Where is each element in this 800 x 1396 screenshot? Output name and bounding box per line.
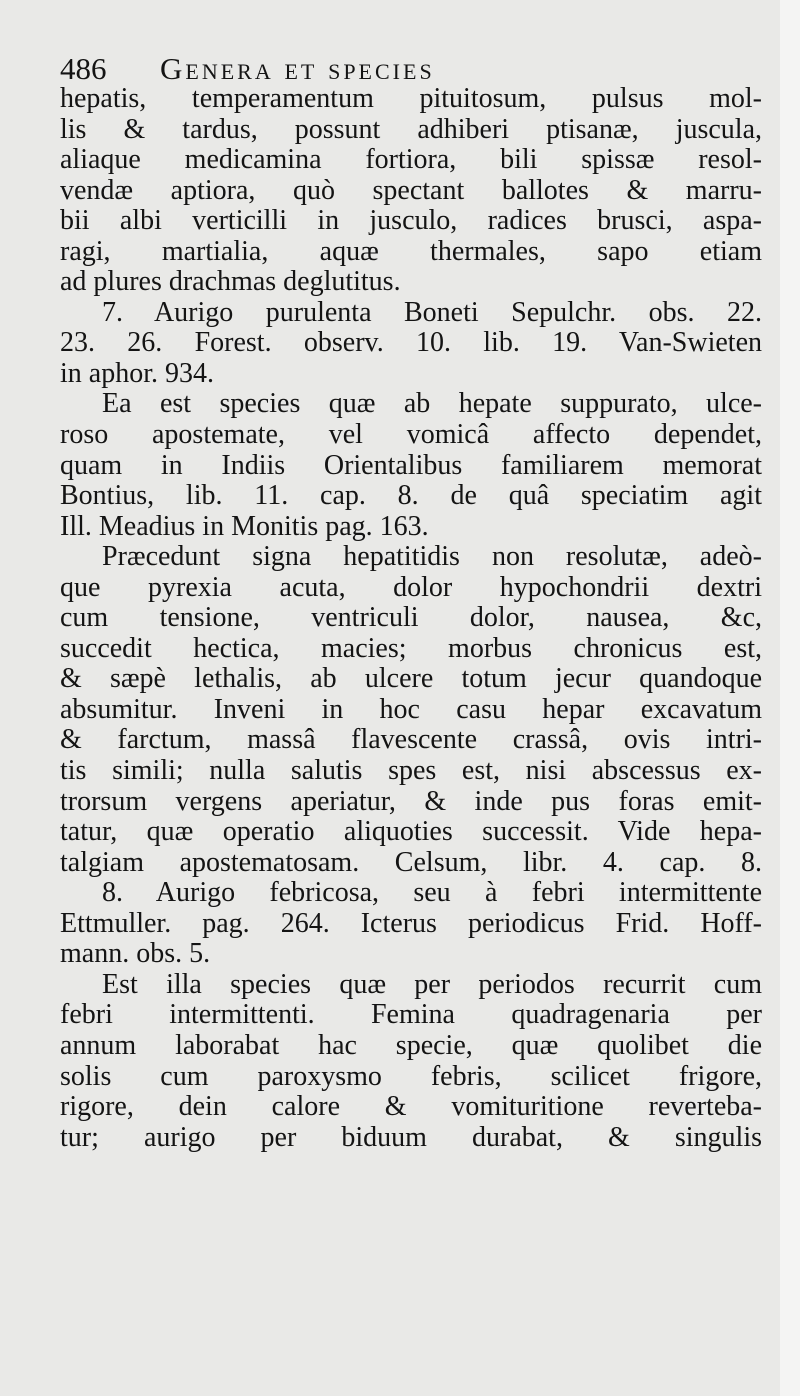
text-line: talgiam apostematosam. Celsum, libr. 4. cap. 8.: [60, 846, 762, 878]
running-title: Genera et species: [160, 51, 435, 86]
text-line: que pyrexia acuta, dolor hypochondrii dextri: [60, 571, 762, 603]
text-line: cum tensione, ventriculi dolor, nausea, &c,: [60, 602, 762, 634]
text-line: & farctum, massâ flavescente crassâ, ovis intri-: [60, 724, 762, 756]
page-margin: [780, 0, 800, 1396]
text-line: aliaque medicamina fortiora, bili spissæ resol-: [60, 144, 762, 176]
text-line: Ettmuller. pag. 264. Icterus periodicus Frid. Hoff-: [60, 907, 762, 939]
text-line: trorsum vergens aperiatur, & inde pus foras emit-: [60, 785, 762, 817]
body-text: [60, 84, 762, 1153]
text-line: 8. Aurigo febricosa, seu à febri intermittente: [102, 877, 762, 909]
text-line: Bontius, lib. 11. cap. 8. de quâ speciatim agit: [60, 480, 762, 512]
text-line: tur; aurigo per biduum durabat, & singulis: [60, 1121, 762, 1153]
text-line: febri intermittenti. Femina quadragenaria per: [60, 999, 762, 1031]
text-line: roso apostemate, vel vomicâ affecto dependet,: [60, 419, 762, 451]
text-line: annum laborabat hac specie, quæ quolibet die: [60, 1029, 762, 1061]
text-line: tatur, quæ operatio aliquoties successit. Vide hepa-: [60, 816, 762, 848]
text-line: Præcedunt signa hepatitidis non resolutæ, adeò-: [102, 541, 762, 573]
text-line: succedit hectica, macies; morbus chronicus est,: [60, 632, 762, 664]
text-line: ragi, martialia, aquæ thermales, sapo etiam: [60, 235, 762, 267]
text-line: bii albi verticilli in jusculo, radices brusci, aspa-: [60, 205, 762, 237]
page-number: 486: [60, 51, 107, 86]
text-line: mann. obs. 5.: [60, 938, 211, 970]
text-line: absumitur. Inveni in hoc casu hepar excavatum: [60, 693, 762, 725]
text-line: Ea est species quæ ab hepate suppurato, ulce-: [102, 388, 762, 420]
text-line: ad plures drachmas deglutitus.: [60, 266, 401, 298]
text-line: hepatis, temperamentum pituitosum, pulsus mol-: [60, 83, 762, 114]
text-line: Est illa species quæ per periodos recurrit cum: [102, 968, 762, 1000]
text-line: tis simili; nulla salutis spes est, nisi abscessus ex-: [60, 755, 762, 787]
text-line: rigore, dein calore & vomituritione reverteba-: [60, 1091, 762, 1123]
text-line: solis cum paroxysmo febris, scilicet frigore,: [60, 1060, 762, 1092]
text-line: & sæpè lethalis, ab ulcere totum jecur quandoque: [60, 663, 762, 695]
text-line: Ill. Meadius in Monitis pag. 163.: [60, 510, 429, 542]
text-line: 23. 26. Forest. observ. 10. lib. 19. Van-Swieten: [60, 327, 762, 359]
text-line: 7. Aurigo purulenta Boneti Sepulchr. obs. 22.: [102, 296, 762, 328]
text-line: in aphor. 934.: [60, 357, 214, 389]
text-line: quam in Indiis Orientalibus familiarem memorat: [60, 449, 762, 481]
text-line: lis & tardus, possunt adhiberi ptisanæ, juscula,: [60, 113, 762, 145]
text-line: vendæ aptiora, quò spectant ballotes & marru-: [60, 174, 762, 206]
